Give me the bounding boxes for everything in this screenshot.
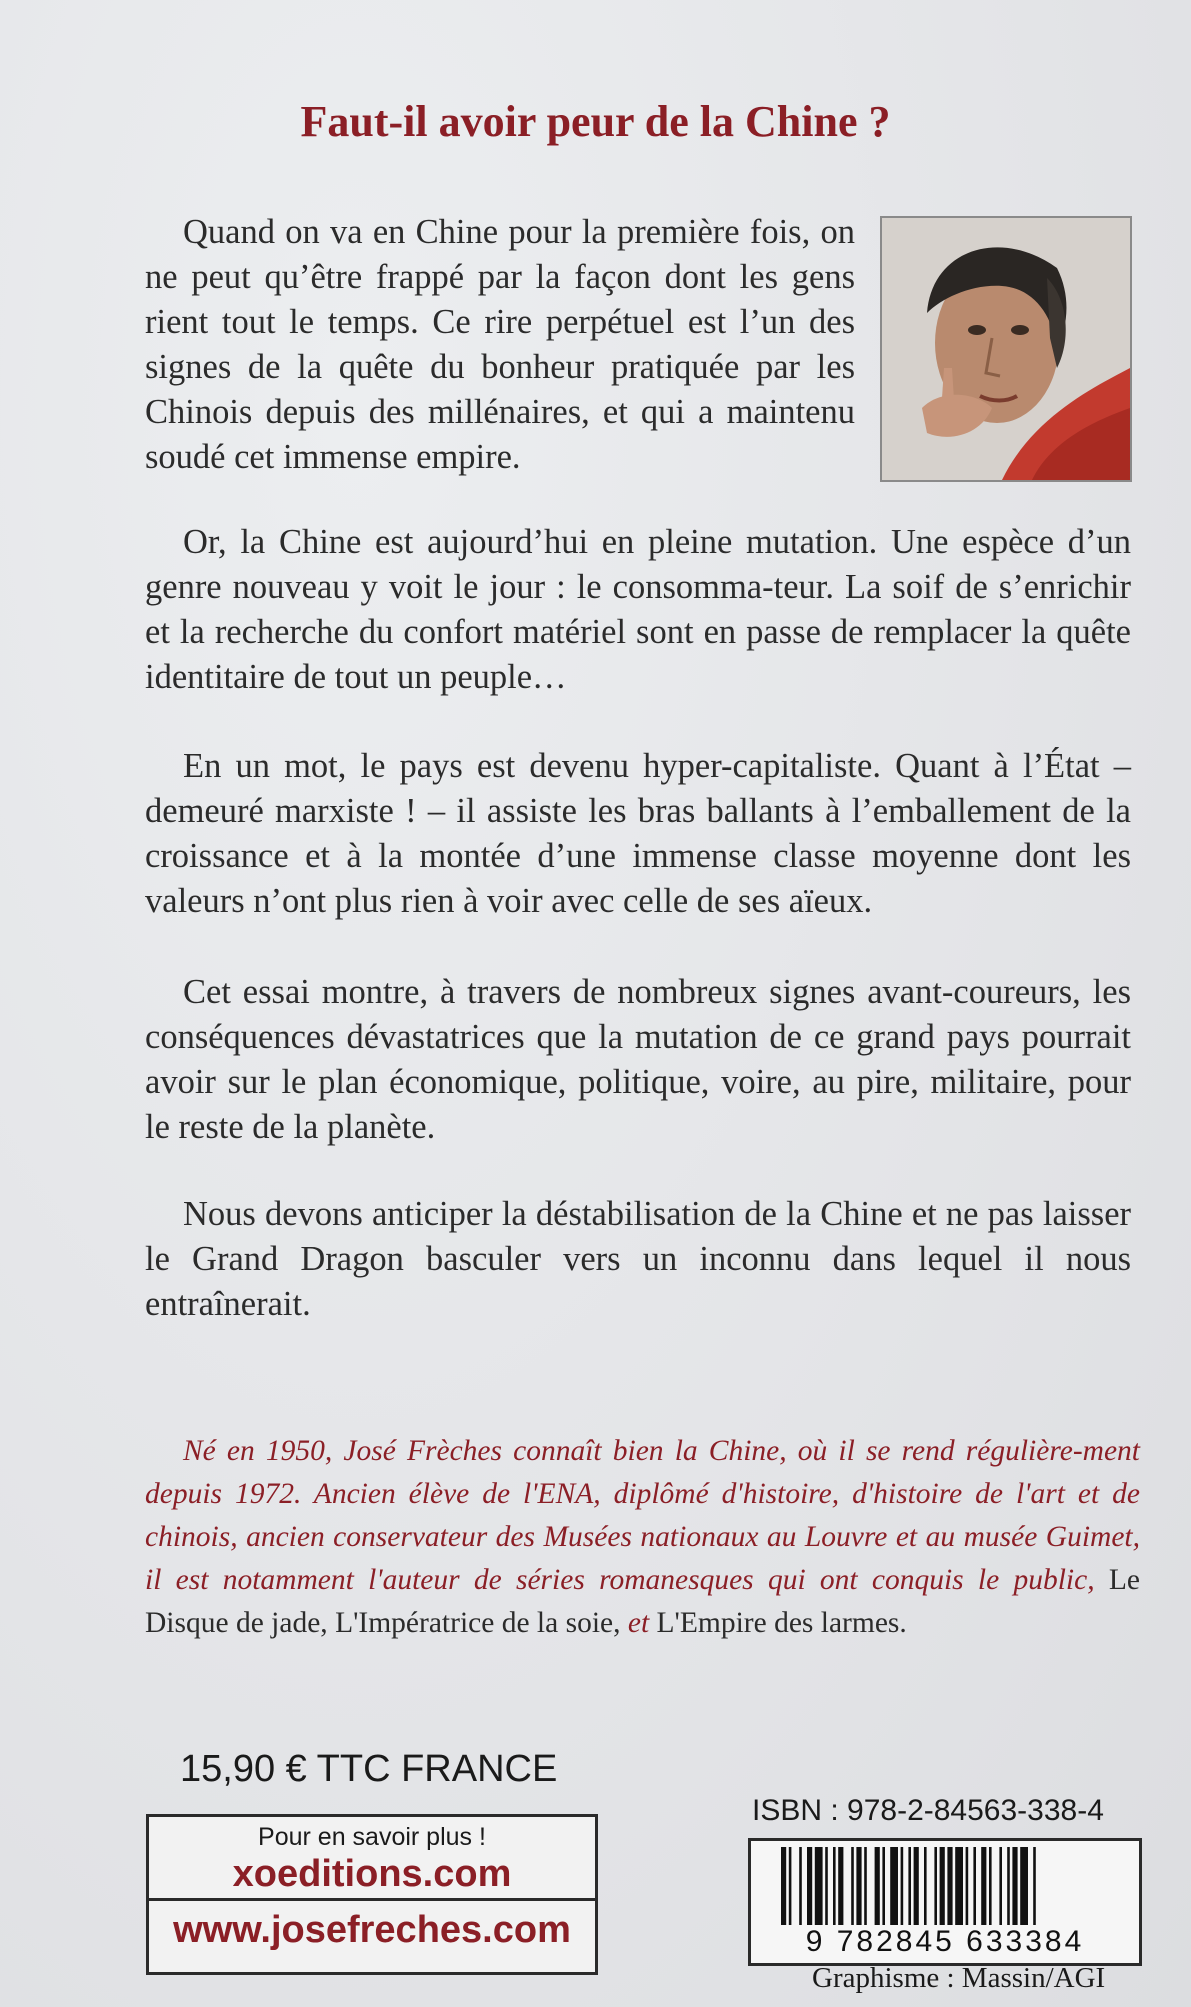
paragraph-4: Cet essai montre, à travers de nombreux signes avant-coureurs, les conséquences dévastatrices que la mutation de ce grand pays pourrait avoir sur le plan économique, politique, voire, au pire, militaire, pour le reste de la planète.: [145, 973, 1131, 1146]
barcode-bar: [901, 1847, 904, 1925]
barcode-bar: [955, 1847, 963, 1925]
paragraph-2: Or, la Chine est aujourd’hui en pleine mutation. Une espèce d’un genre nouveau y voit le jour : le consomma-teur. La soif de s’enrichir et la recherche du confort matériel sont en passe de remplacer la quête identitaire de tout un peuple…: [145, 523, 1131, 696]
barcode-bar: [973, 1847, 976, 1925]
barcode-bar: [999, 1847, 1002, 1925]
barcode-bar: [875, 1847, 880, 1925]
price-label: 15,90 € TTC FRANCE: [180, 1748, 558, 1790]
bio-book-2: L'Impératrice de la soie,: [335, 1607, 621, 1639]
barcode-bar: [799, 1847, 802, 1925]
barcode-bar: [838, 1847, 843, 1925]
isbn-label: ISBN : 978-2-84563-338-4: [752, 1794, 1104, 1827]
book-title: Faut-il avoir peur de la Chine ?: [300, 97, 891, 146]
bio-book-1: Le Disque de jade,: [145, 1564, 1140, 1639]
barcode-bar: [940, 1847, 945, 1925]
bio-text: Né en 1950, José Frèches connaît bien la Chine, où il se rend régulière-ment depuis 1972. Ancien élève de l'ENA, diplômé d'histoire, d'histoire de l'art et de chinois, ancien conservateur des Musées nationaux au Louvre et au musée Guimet, il est notamment l'auteur de séries romanesques qui ont conquis le public,: [145, 1435, 1140, 1596]
barcode-number: 9 782845 633384: [805, 1925, 1085, 1958]
barcode-bar: [856, 1847, 861, 1925]
barcode-bar: [864, 1847, 867, 1925]
design-credit: Graphisme : Massin/AGI: [812, 1962, 1106, 1994]
barcode-bar: [981, 1847, 986, 1925]
barcode-bar: [815, 1847, 823, 1925]
barcode-bar: [914, 1847, 919, 1925]
barcode-bar: [851, 1847, 854, 1925]
publisher-link[interactable]: xoeditions.com: [232, 1853, 512, 1895]
barcode-bar: [966, 1847, 969, 1925]
paragraph-3: En un mot, le pays est devenu hyper-capitaliste. Quant à l’État – demeuré marxiste ! – il assiste les bras ballants à l’emballement de la croissance et à la montée d’une immense classe moyenne dont les valeurs n’ont plus rien à voir avec celle de ses aïeux.: [145, 747, 1131, 920]
bio-connector: et: [627, 1607, 650, 1639]
barcode: [748, 1838, 1142, 1966]
paragraph-1: Quand on va en Chine pour la première fois, on ne peut qu’être frappé par la façon dont les gens rient tout le temps. Ce rire perpétuel est l’un des signes de la quête du bonheur pratiquée par les Chinois depuis des millénaires, et qui a maintenu soudé cet immense empire.: [145, 213, 855, 476]
author-bio: [145, 1430, 1140, 1645]
barcode-bar: [781, 1847, 786, 1925]
barcode-bar: [1033, 1847, 1036, 1925]
barcode-bar: [833, 1847, 836, 1925]
more-info-label: Pour en savoir plus !: [258, 1823, 486, 1851]
barcode-bar: [947, 1847, 952, 1925]
links-box: [146, 1814, 598, 1975]
barcode-bar: [882, 1847, 885, 1925]
barcode-bar: [989, 1847, 992, 1925]
barcode-bar: [934, 1847, 937, 1925]
barcode-bar: [1012, 1847, 1017, 1925]
barcode-bar: [789, 1847, 792, 1925]
barcode-bar: [890, 1847, 898, 1925]
barcode-bars: [781, 1847, 1111, 1925]
barcode-bar: [924, 1847, 927, 1925]
author-photo: [880, 216, 1132, 482]
barcode-bar: [908, 1847, 911, 1925]
barcode-bar: [825, 1847, 828, 1925]
barcode-bar: [1020, 1847, 1028, 1925]
paragraph-5: Nous devons anticiper la déstabilisation de la Chine et ne pas laisser le Grand Dragon basculer vers un inconnu dans lequel il nous entraînerait.: [145, 1195, 1131, 1323]
barcode-bar: [1007, 1847, 1010, 1925]
barcode-bar: [807, 1847, 812, 1925]
author-site-link[interactable]: www.josefreches.com: [173, 1909, 571, 1951]
bio-book-3: L'Empire des larmes.: [656, 1607, 907, 1639]
